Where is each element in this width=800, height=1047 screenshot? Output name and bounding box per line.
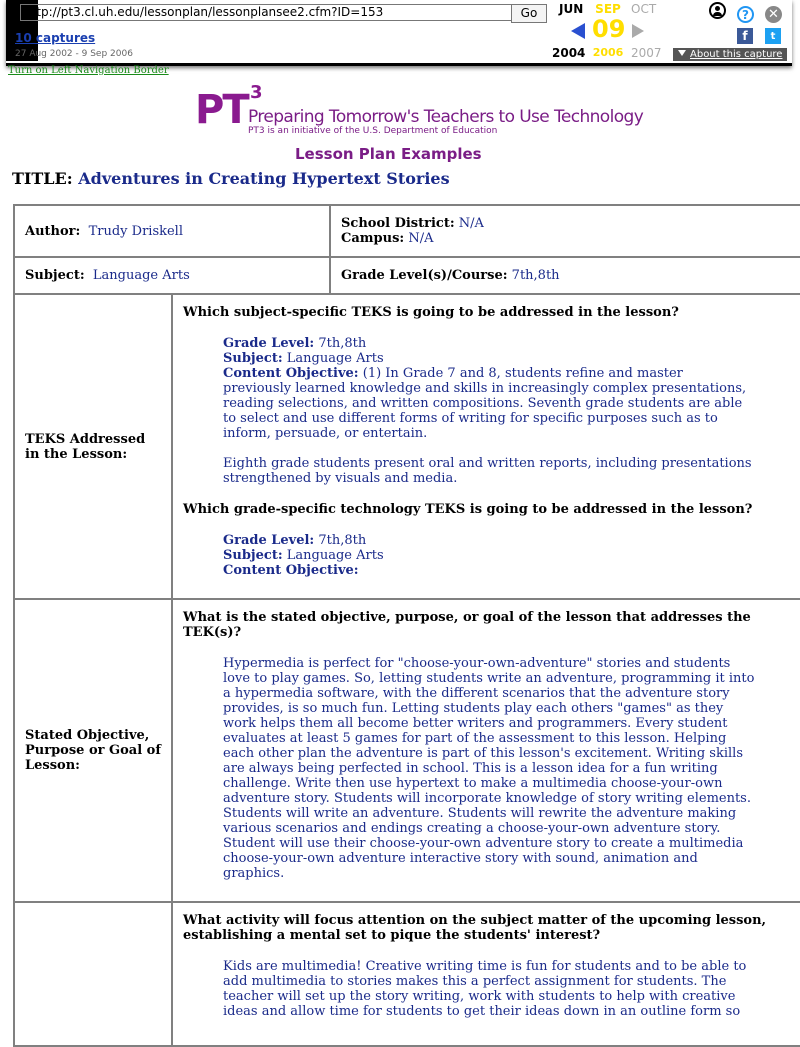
- objective-question: What is the stated objective, purpose, or goal of the lesson that addresses the TEK(s)?: [183, 610, 751, 640]
- title-value: Adventures in Creating Hypertext Stories: [78, 169, 450, 188]
- prev-month-link[interactable]: JUN: [559, 2, 584, 16]
- table-row: [14, 294, 800, 599]
- content-objective-value: (1) In Grade 7 and 8, students refine and master previously learned knowledge and skills in increasingly complex presentations, reading selections, and written compositions. Seventh grade students are able to select and use different forms of writing for specific purposes such as to inform, persuade, or entertain.: [223, 366, 747, 441]
- author-value: Trudy Driskell: [88, 223, 184, 239]
- capture-date-range: 27 Aug 2002 - 9 Sep 2006: [15, 49, 133, 59]
- focus-label-cell: [14, 902, 172, 1046]
- teks-subject-label: Subject:: [223, 548, 283, 563]
- wayback-toolbar: [6, 0, 792, 66]
- teks-label: TEKS Addressed in the Lesson:: [14, 294, 172, 599]
- campus-value: N/A: [408, 231, 434, 246]
- objective-text: Hypermedia is perfect for "choose-your-own-adventure" stories and students love to play games. So, letting students write an adventure, programming it into a hypermedia software, with the different scenarios that the adventure story provides, is so much fun. Letting students play each others "games" as they work helps them all become better writers and programmers. Every student evaluates at least 5 games for part of the assessment to this lesson. Helping each other plan the adventure is part of this lesson's excitement. Writing skills are always being perfected in school. This is a lesson idea for a fun writing challenge. Write then use hypertext to make a multimedia choose-your-own adventure story. Students will incorporate knowledge of story writing elements. Students will write an adventure. Students will rewrite the adventure making various scenarios and endings creating a choose-your-own adventure story. Student will use their choose-your-own adventure story to create a multimedia choose-your-own adventure interactive story with sound, animation and graphics.: [223, 656, 755, 881]
- focus-cell: [172, 902, 800, 1046]
- left-nav-toggle-link[interactable]: Turn on Left Navigation Border: [8, 65, 169, 76]
- next-month: OCT: [631, 2, 657, 16]
- content-objective-label: Content Objective:: [223, 366, 359, 381]
- grade-cell: [330, 257, 800, 294]
- user-icon[interactable]: [709, 2, 726, 19]
- go-button[interactable]: Go: [511, 4, 547, 23]
- objective-label: Stated Objective, Purpose or Goal of Lesson:: [14, 599, 172, 902]
- logo-sup: 3: [250, 82, 263, 103]
- grade-value: 7th,8th: [511, 268, 560, 283]
- campus-label: Campus:: [341, 231, 405, 246]
- about-capture-label: About this capture: [690, 49, 783, 60]
- url-input[interactable]: http://pt3.cl.uh.edu/lessonplan/lessonplansee2.cfm?ID=153: [20, 4, 512, 21]
- grade-level-value: 7th,8th: [318, 533, 367, 548]
- content-objective-extra: Eighth grade students present oral and written reports, including presentations strengthened by visuals and media.: [223, 456, 752, 486]
- next-year: 2007: [631, 46, 662, 60]
- district-label: School District:: [341, 216, 455, 231]
- lesson-plan-table: [13, 204, 800, 1047]
- grade-level-label: Grade Level:: [223, 336, 315, 351]
- logo-tagline: Preparing Tomorrow's Teachers to Use Technology: [248, 107, 644, 127]
- teks-subject-value: Language Arts: [286, 351, 384, 366]
- table-row: [14, 257, 800, 294]
- current-month: SEP: [595, 2, 621, 16]
- section-title: Lesson Plan Examples: [295, 145, 482, 163]
- subject-label: Subject:: [25, 268, 85, 283]
- close-icon[interactable]: ✕: [765, 6, 782, 23]
- teks-answer-2: [223, 533, 755, 578]
- focus-text: Kids are multimedia! Creative writing time is fun for students and to be able to add multimedia to stories makes this a perfect assignment for students. The teacher will set up the story writing, work with students to help with creative ideas and allow time for students to get their ideas down in an outline form so: [223, 959, 747, 1019]
- content-objective-label: Content Objective:: [223, 563, 359, 578]
- current-day: 09: [592, 15, 626, 43]
- twitter-icon[interactable]: t: [765, 28, 781, 44]
- district-value: N/A: [458, 216, 484, 231]
- author-label: Author:: [25, 223, 81, 239]
- caret-down-icon: [678, 50, 686, 56]
- district-cell: [330, 205, 800, 257]
- teks-subject-label: Subject:: [223, 351, 283, 366]
- facebook-icon[interactable]: f: [737, 28, 753, 44]
- subject-cell: [14, 257, 330, 294]
- next-capture-arrow-icon: [632, 24, 644, 38]
- table-row: [14, 205, 800, 257]
- logo-pt: PT: [195, 87, 248, 133]
- grade-level-value: 7th,8th: [318, 336, 367, 351]
- author-cell: [14, 205, 330, 257]
- title-label: TITLE:: [12, 169, 73, 188]
- pt3-logo: [195, 82, 644, 164]
- current-year: 2006: [592, 46, 624, 59]
- teks-cell: [172, 294, 800, 599]
- help-icon[interactable]: ?: [737, 6, 754, 23]
- teks-question-2: Which grade-specific technology TEKS is going to be addressed in the lesson?: [183, 502, 753, 517]
- objective-cell: [172, 599, 800, 902]
- page-title: [12, 169, 450, 188]
- logo-subline: PT3 is an initiative of the U.S. Department of Education: [248, 126, 498, 136]
- teks-answer-1: [223, 336, 755, 486]
- focus-question: What activity will focus attention on the subject matter of the upcoming lesson, establishing a mental set to pique the students' interest?: [183, 913, 767, 943]
- prev-capture-arrow-icon[interactable]: [571, 23, 585, 39]
- teks-subject-value: Language Arts: [286, 548, 384, 563]
- grade-label: Grade Level(s)/Course:: [341, 268, 508, 283]
- teks-question-1: Which subject-specific TEKS is going to be addressed in the lesson?: [183, 305, 679, 320]
- captures-link[interactable]: 10 captures: [15, 31, 96, 45]
- subject-value: Language Arts: [92, 268, 190, 283]
- prev-year-link[interactable]: 2004: [552, 46, 586, 60]
- about-capture-button[interactable]: [673, 48, 787, 61]
- table-row: [14, 902, 800, 1046]
- table-row: [14, 599, 800, 902]
- grade-level-label: Grade Level:: [223, 533, 315, 548]
